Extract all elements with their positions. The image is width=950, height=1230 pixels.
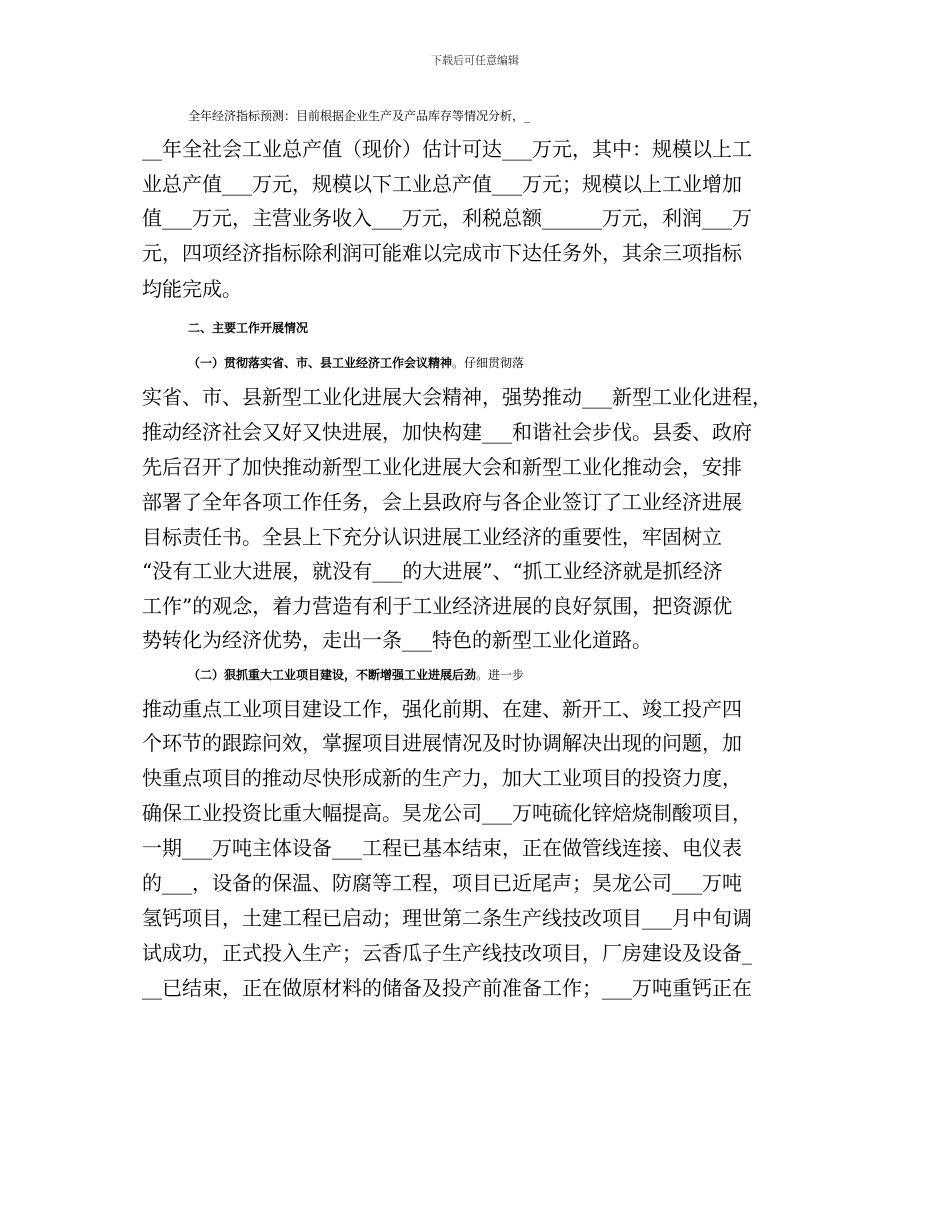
section-heading: （一）贯彻落实省、市、县工业经济工作会议精神 [188, 356, 453, 370]
line-text: 一期___万吨主体设备___工程已基本结束，正在做管线连接、电仪表 [142, 836, 742, 860]
line-text: 值___万元，主营业务收入___万元，利税总额______万元，利润___万 [142, 206, 752, 230]
text-line [142, 834, 817, 862]
text-line [188, 102, 863, 130]
text-line [142, 974, 817, 1002]
line-text: 试成功，正式投入生产；云香瓜子生产线技改项目，厂房建设及设备_ [142, 941, 752, 965]
text-line [142, 869, 817, 897]
text-line [142, 135, 817, 163]
line-text: 。仔细贯彻落 [452, 356, 525, 370]
text-line [142, 383, 817, 411]
line-text: 工作”的观念，着力营造有利于工业经济进展的良好氛围，把资源优 [142, 594, 733, 618]
text-line [142, 592, 817, 620]
text-line [142, 799, 817, 827]
text-line [142, 275, 817, 303]
text-line [142, 523, 817, 551]
line-text: 目标责任书。全县上下充分认识进展工业经济的重要性，牢固树立 [142, 525, 722, 549]
line-text: 的___，设备的保温、防腐等工程，项目已近尾声；昊龙公司___万吨 [142, 871, 742, 895]
text-line [142, 453, 817, 481]
text-line [142, 695, 817, 723]
line-text: 实省、市、县新型工业化进展大会精神，强势推动___新型工业化进程， [142, 385, 772, 409]
text-line [188, 661, 863, 689]
text-line [142, 204, 817, 232]
text-line [188, 349, 863, 377]
page-header: 下载后可任意编辑 [431, 54, 519, 67]
line-text: 元，四项经济指标除利润可能难以完成市下达任务外，其余三项指标 [142, 241, 742, 265]
line-text: 推动经济社会又好又快进展，加快构建___和谐社会步伐。县委、政府 [142, 420, 752, 444]
line-text: 全年经济指标预测：目前根据企业生产及产品库存等情况分析，_ [188, 109, 531, 123]
text-line [188, 314, 863, 342]
line-text: 业总产值___万元，规模以下工业总产值___万元；规模以上工业增加 [142, 172, 742, 196]
line-text: 部署了全年各项工作任务，会上县政府与各企业签订了工业经济进展 [142, 490, 742, 514]
line-text: 快重点项目的推动尽快形成新的生产力，加大工业项目的投资力度， [142, 766, 742, 790]
line-text: “没有工业大进展，就没有___的大进展”、“抓工业经济就是抓经济 [142, 559, 723, 583]
line-text: 均能完成。 [142, 277, 242, 301]
line-text: 个环节的跟踪问效，掌握项目进展情况及时协调解决出现的问题，加 [142, 731, 742, 755]
section-heading: （二）狠抓重大工业项目建设，不断增强工业进展后劲 [188, 668, 477, 682]
text-line [142, 764, 817, 792]
text-line [142, 729, 817, 757]
line-text: __已结束，正在做原材料的储备及投产前准备工作；___万吨重钙正在 [142, 976, 752, 1000]
text-line [142, 170, 817, 198]
line-text: 氢钙项目，土建工程已启动；理世第二条生产线技改项目___月中旬调 [142, 906, 752, 930]
text-line [142, 557, 817, 585]
text-line [142, 488, 817, 516]
line-text: 先后召开了加快推动新型工业化进展大会和新型工业化推动会，安排 [142, 455, 742, 479]
text-line [142, 904, 817, 932]
line-text: 势转化为经济优势，走出一条___特色的新型工业化道路。 [142, 628, 652, 652]
text-line [142, 626, 817, 654]
text-line [142, 239, 817, 267]
line-text: 确保工业投资比重大幅提高。昊龙公司___万吨硫化锌焙烧制酸项目， [142, 801, 752, 825]
line-text: 。进一步 [476, 668, 525, 682]
section-heading: 二、主要工作开展情况 [188, 321, 309, 335]
line-text: 推动重点工业项目建设工作，强化前期、在建、新开工、竣工投产四 [142, 697, 742, 721]
text-line [142, 939, 817, 967]
text-line [142, 418, 817, 446]
line-text: __年全社会工业总产值（现价）估计可达___万元，其中：规模以上工 [142, 137, 752, 161]
